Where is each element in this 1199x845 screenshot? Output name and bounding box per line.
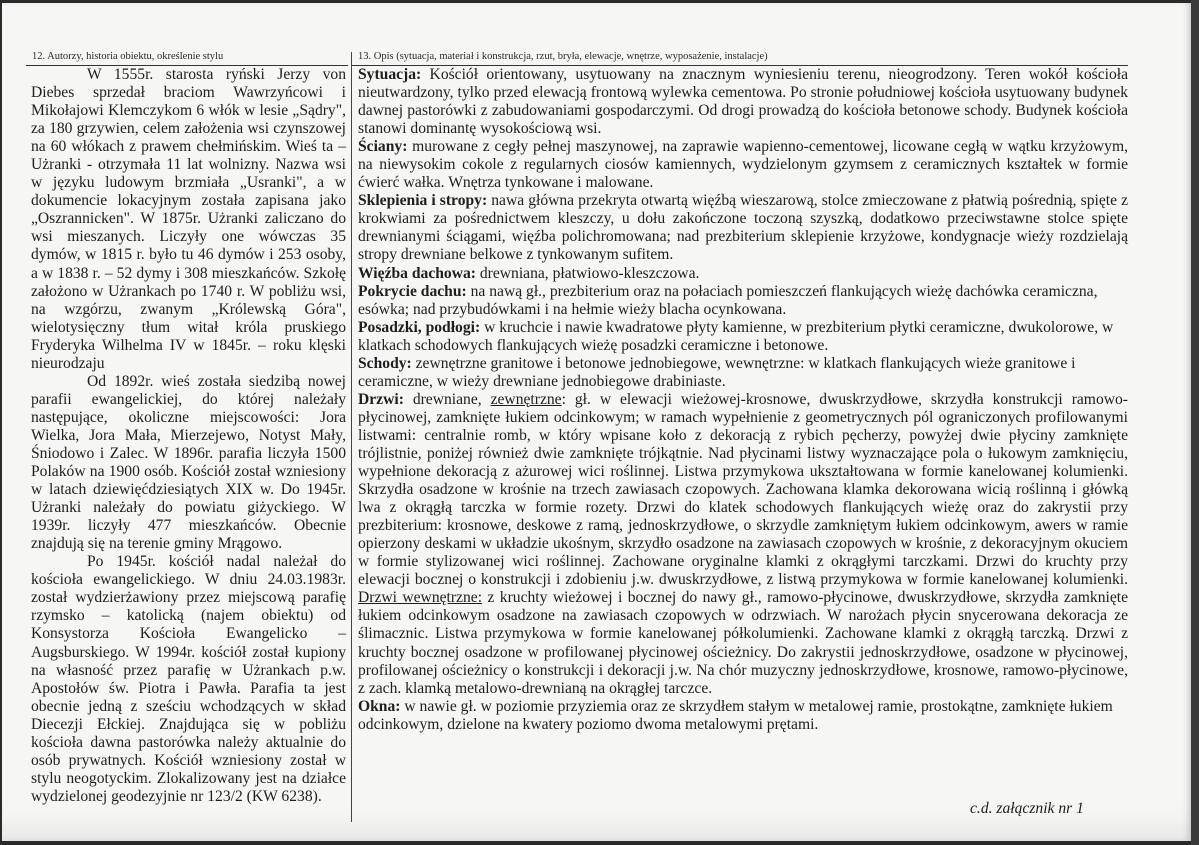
desc-text: drewniane, [403, 390, 491, 408]
desc-label: Posadzki, podłogi: [358, 318, 481, 336]
desc-text: murowane z cegły pełnej maszynowej, na zaprawie wapienno-cementowej, licowane cegłą w wątku krzyżowym, na niewysokim cokole z regularnych ciosów kamiennych, wydzielonym gzymsem z ceramicznych kształtek w formie ćwierć wałka. Wnętrza tynkowane i malowane. [358, 138, 1128, 192]
desc-text: z kruchty wieżowej i bocznej do nawy gł., ramowo-płycinowe, dwuskrzydłowe, skrzydła zamknięte łukiem odcinkowym osadzone na zawiasach czopowych w odrzwiach. W narożach płycin snycerowana dekoracja ze ślimacznic. Listwa przymykowa w formie kanelowanej półkolumienki. Zachowane klamki z okrągłą tarczką. Drzwi z kruchty bocznej osadzone w profilowanej płycinowej ościeżnicy. Do zakrystii jednoskrzydłowe, osadzone w płycinowej, profilowanej ościeżnicy o konstrukcji i dekoracji j.w. Na chór muzyczny jednoskrzydłowe, krosnowe, ramowo-płycinowe, z zach. klamką metalowo-drewnianą na okrągłej tarczce. [358, 589, 1129, 697]
desc-schody [358, 355, 1128, 391]
desc-text: w kruchcie i nawie kwadratowe płyty kamienne, w prezbiterium płytki ceramiczne, dwukolorowe, w klatkach schodowych flankujących wieżę posadzki ceramiczne i betonowe. [358, 318, 1114, 354]
desc-label: Pokrycie dachu: [358, 282, 467, 300]
desc-label: Schody: [358, 354, 412, 372]
history-paragraph: W 1555r. starosta ryński Jerzy von Diebes sprzedał braciom Wawrzyńcowi i Mikołajowi Klemczykom 6 włók w lesie „Sądry", za 180 grzywien, celem założenia wsi czynszowej na 60 włókach z prawem chełmińskim. Wieś ta – Użranki - otrzymała 11 lat wolnizny. Nazwa wsi w języku ludowym brzmiała „Usranki", a w dokumencie lokacyjnym została zapisana jako „Oszrannicken". W 1875r. Użranki zaliczano do wsi mieszanych. Liczyły one wówczas 35 dymów, w 1815 r. było tu 46 dymów i 253 osoby, a w 1838 r. – 52 dymy i 308 mieszkańców. Szkołę założono w Użrankach po 1740 r. W pobliżu wsi, na wzgórzu, zwanym „Królewską Góra", wielotysięczny tłum witał króla pruskiego Fryderyka Wilhelma IV w 1845r. – roku klęski nieurodzaju [31, 66, 346, 372]
section-12-header: 12. Autorzy, historia obiektu, określenie stylu [32, 51, 224, 62]
desc-posadzki [358, 319, 1128, 355]
desc-pokrycie [358, 283, 1128, 319]
desc-label: Ściany: [358, 138, 408, 156]
scan-edge [1191, 0, 1199, 845]
description-column [358, 66, 1128, 734]
desc-text: drewniana, płatwiowo-kleszczowa. [475, 264, 700, 282]
column-divider [351, 52, 352, 822]
desc-text: na nawą gł., prezbiterium oraz na połaciach pomieszczeń flankujących wieżę dachówka ceramiczna, esówka; nad przybudówkami i na hełmie wieży blacha ocynkowana. [358, 282, 1098, 318]
desc-label: Drzwi: [358, 390, 404, 408]
desc-text: Kościół orientowany, usytuowany na znacznym wyniesieniu terenu, nieogrodzony. Teren wokół kościoła nieutwardzony, tylko przed elewacją frontową wylewka cementowa. Po stronie południowej kościoła usytuowany budynek dawnej pastorówki z zabudowaniami gospodarczymi. Od drogi prowadzą do kościoła betonowe schody. Budynek kościoła stanowi dominantę wysokościową wsi. [358, 66, 1128, 138]
desc-text: nawa główna przekryta otwartą więźbą wieszarową, stolce zmieczowane z płatwią pośrednią, spięte z krokwiami za pośrednictwem kleszczy, u dołu zakończone toczoną szyszką, dodatkowo przeciwstawne stolce spięte drewnianymi ściągami, więźba polichromowana; nad prezbiterium sklepienie krzyżowe, kondygnacje wieży rozdzielają stropy drewniane belkowe z tynkowanym sufitem. [358, 192, 1128, 264]
desc-underlined-term: zewnętrzne [490, 390, 562, 408]
desc-underlined-term: Drzwi wewnętrzne: [358, 589, 483, 607]
desc-wiezba [358, 265, 1128, 283]
history-paragraph: Od 1892r. wieś została siedzibą nowej parafii ewangelickiej, do której należały następujące, okoliczne miejscowości: Jora Wielka, Jora Mała, Mierzejewo, Notyst Mały, Śniodowo i Zalec. W 1896r. parafia liczyła 1500 Polaków na 1900 osób. Kościół został wzniesiony w latach dziewięćdziesiątych XIX w. Do 1945r. Użranki należały do powiatu giżyckiego. W 1939r. liczyły 477 mieszkańców. Obecnie znajdują się na terenie gminy Mrągowo. [31, 372, 346, 553]
desc-okna [358, 698, 1128, 734]
desc-drzwi [358, 391, 1128, 698]
document-page [2, 3, 1192, 841]
desc-sciany [358, 138, 1128, 192]
desc-label: Sklepienia i stropy: [358, 192, 488, 210]
desc-sytuacja [358, 66, 1128, 138]
desc-sklepienia [358, 192, 1128, 264]
desc-text: zewnętrzne granitowe i betonowe jednobiegowe, wewnętrzne: w klatkach flankujących wieże granitowe i ceramiczne, w wieży drewniane jednobiegowe drabiniaste. [358, 354, 1076, 390]
history-column [31, 66, 346, 806]
history-paragraph: Po 1945r. kościół nadal należał do kościoła ewangelickiego. W dniu 24.03.1983r. został wydzierżawiony przez miejscową parafię rzymsko – katolicką (najem obiektu) od Konsystorza Kościoła Ewangelicko – Augsburskiego. W 1994r. kościół został kupiony na własność przez parafię w Użrankach p.w. Apostołów św. Piotra i Pawła. Parafia ta jest obecnie jedną z sześciu wchodzących w skład Diecezji Ełckiej. Znajdująca się w pobliżu kościoła dawna pastorówka należy aktualnie do osób prywatnych. Kościół wzniesiony został w stylu neogotyckim. Zlokalizowany jest na działce wydzielonej geodezyjnie nr 123/2 (KW 6238). [31, 553, 346, 805]
desc-text: w nawie gł. w poziomie przyziemia oraz ze skrzydłem stałym w metalowej ramie, prostokątne, zamknięte łukiem odcinkowym, dzielone na kwatery poziomo dwoma metalowymi prętami. [358, 697, 1113, 733]
desc-text: : gł. w elewacji wieżowej-krosnowe, dwuskrzydłowe, skrzydła konstrukcji ramowo-płycinowej, zamknięte łukiem odcinkowym; w ramach wypełnienie z geometrycznych pól ograniczonych profilowanymi listwami: centralnie romb, w który wpisane koło z dekoracją z rybich pęcherzy, powyżej dwie płyciny zamknięte trójlistnie, poniżej również dwie zamknięte trójkątnie. Nad płycinami listwy wyznaczające pola o łukowym zamknięciu, wypełnione dekoracją z ażurowej wici roślinnej. Listwa przymykowa ukształtowana w formie kanelowanej kolumienki. Skrzydła osadzone w krośnie na trzech zawiasach czopowych. Zachowana klamka dekorowana wicią roślinną i główką lwa z okrągłą tarczka w formie rozety. Drzwi do klatek schodowych flankujących wieżę oraz do zakrystii przy prezbiterium: krosnowe, deskowe z ramą, jednoskrzydłowe, o skrzydle zamkniętym łukiem odcinkowym, awers w ramie opierzony deskami w układzie ukośnym, skrzydło osadzone na zawiasach czopowych w krośnie, z dekoracyjnym okuciem w formie stylizowanej wici roślinnej. Zachowane oryginalne klamki z okrągłymi tarczkami. Drzwi do kruchty przy elewacji bocznej o konstrukcji i zdobieniu j.w. dwuskrzydłowe, z listwą przymykowa w formie kanelowanej kolumienki. [358, 390, 1128, 589]
desc-label: Więźba dachowa: [358, 264, 476, 282]
desc-label: Okna: [358, 697, 401, 715]
desc-label: Sytuacja: [358, 66, 422, 83]
section-13-header: 13. Opis (sytuacja, materiał i konstrukcja, rzut, bryła, elewacje, wnętrze, wyposażenie, instalacje) [358, 51, 768, 62]
continuation-note: c.d. załącznik nr 1 [970, 800, 1084, 817]
